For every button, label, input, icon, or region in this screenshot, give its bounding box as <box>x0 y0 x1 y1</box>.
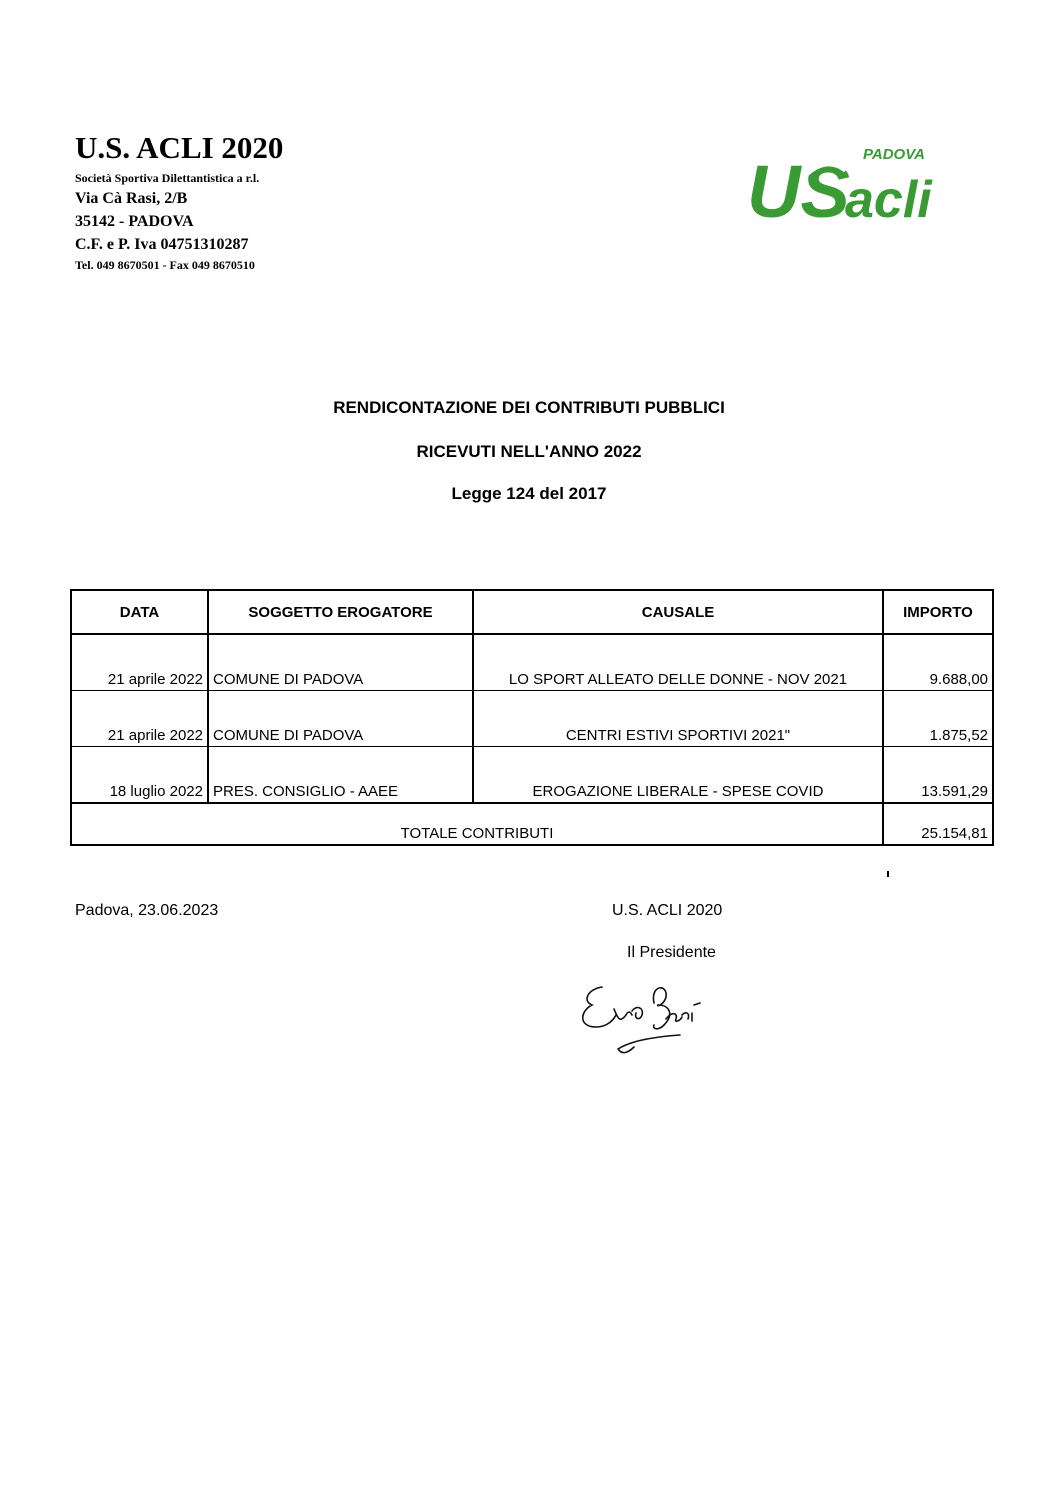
total-label: TOTALE CONTRIBUTI <box>71 803 883 845</box>
row-cause: CENTRI ESTIVI SPORTIVI 2021" <box>473 691 883 747</box>
place-date: Padova, 23.06.2023 <box>75 902 219 919</box>
logo-brand: US <box>747 150 850 230</box>
row-amount: 1.875,52 <box>883 691 993 747</box>
usacli-logo <box>745 135 945 230</box>
org-address: Via Cà Rasi, 2/B <box>75 190 188 207</box>
row-date: 21 aprile 2022 <box>71 634 208 691</box>
table-row <box>71 747 993 804</box>
org-phone: Tel. 049 8670501 - Fax 049 8670510 <box>75 258 255 272</box>
header-cause: CAUSALE <box>473 590 883 634</box>
total-amount: 25.154,81 <box>883 803 993 845</box>
table-row <box>71 691 993 747</box>
table-row <box>71 634 993 691</box>
title-line-3: Legge 124 del 2017 <box>451 484 607 503</box>
handwritten-signature <box>570 975 740 1065</box>
org-subtitle: Società Sportiva Dilettantistica a r.l. <box>75 171 260 185</box>
header-subject: SOGGETTO EROGATORE <box>208 590 473 634</box>
signature-org: U.S. ACLI 2020 <box>612 902 723 919</box>
logo-word: acli <box>845 171 932 229</box>
row-amount: 9.688,00 <box>883 634 993 691</box>
organization-header <box>75 130 283 274</box>
stray-mark <box>887 871 889 877</box>
row-cause: EROGAZIONE LIBERALE - SPESE COVID <box>473 747 883 804</box>
row-subject: COMUNE DI PADOVA <box>208 691 473 747</box>
header-date: DATA <box>71 590 208 634</box>
row-date: 18 luglio 2022 <box>71 747 208 804</box>
row-subject: PRES. CONSIGLIO - AAEE <box>208 747 473 804</box>
row-date: 21 aprile 2022 <box>71 691 208 747</box>
total-row <box>71 803 993 845</box>
signature-role: Il Presidente <box>627 944 716 961</box>
title-line-1: RENDICONTAZIONE DEI CONTRIBUTI PUBBLICI <box>333 398 725 417</box>
org-city: 35142 - PADOVA <box>75 213 194 230</box>
row-subject: COMUNE DI PADOVA <box>208 634 473 691</box>
contributions-table <box>70 589 994 846</box>
logo-city: PADOVA <box>863 146 925 163</box>
title-line-2: RICEVUTI NELL'ANNO 2022 <box>416 442 642 461</box>
org-tax-id: C.F. e P. Iva 04751310287 <box>75 236 249 253</box>
row-cause: LO SPORT ALLEATO DELLE DONNE - NOV 2021 <box>473 634 883 691</box>
header-amount: IMPORTO <box>883 590 993 634</box>
row-amount: 13.591,29 <box>883 747 993 804</box>
org-name: U.S. ACLI 2020 <box>75 130 284 165</box>
table-header-row <box>71 590 993 634</box>
